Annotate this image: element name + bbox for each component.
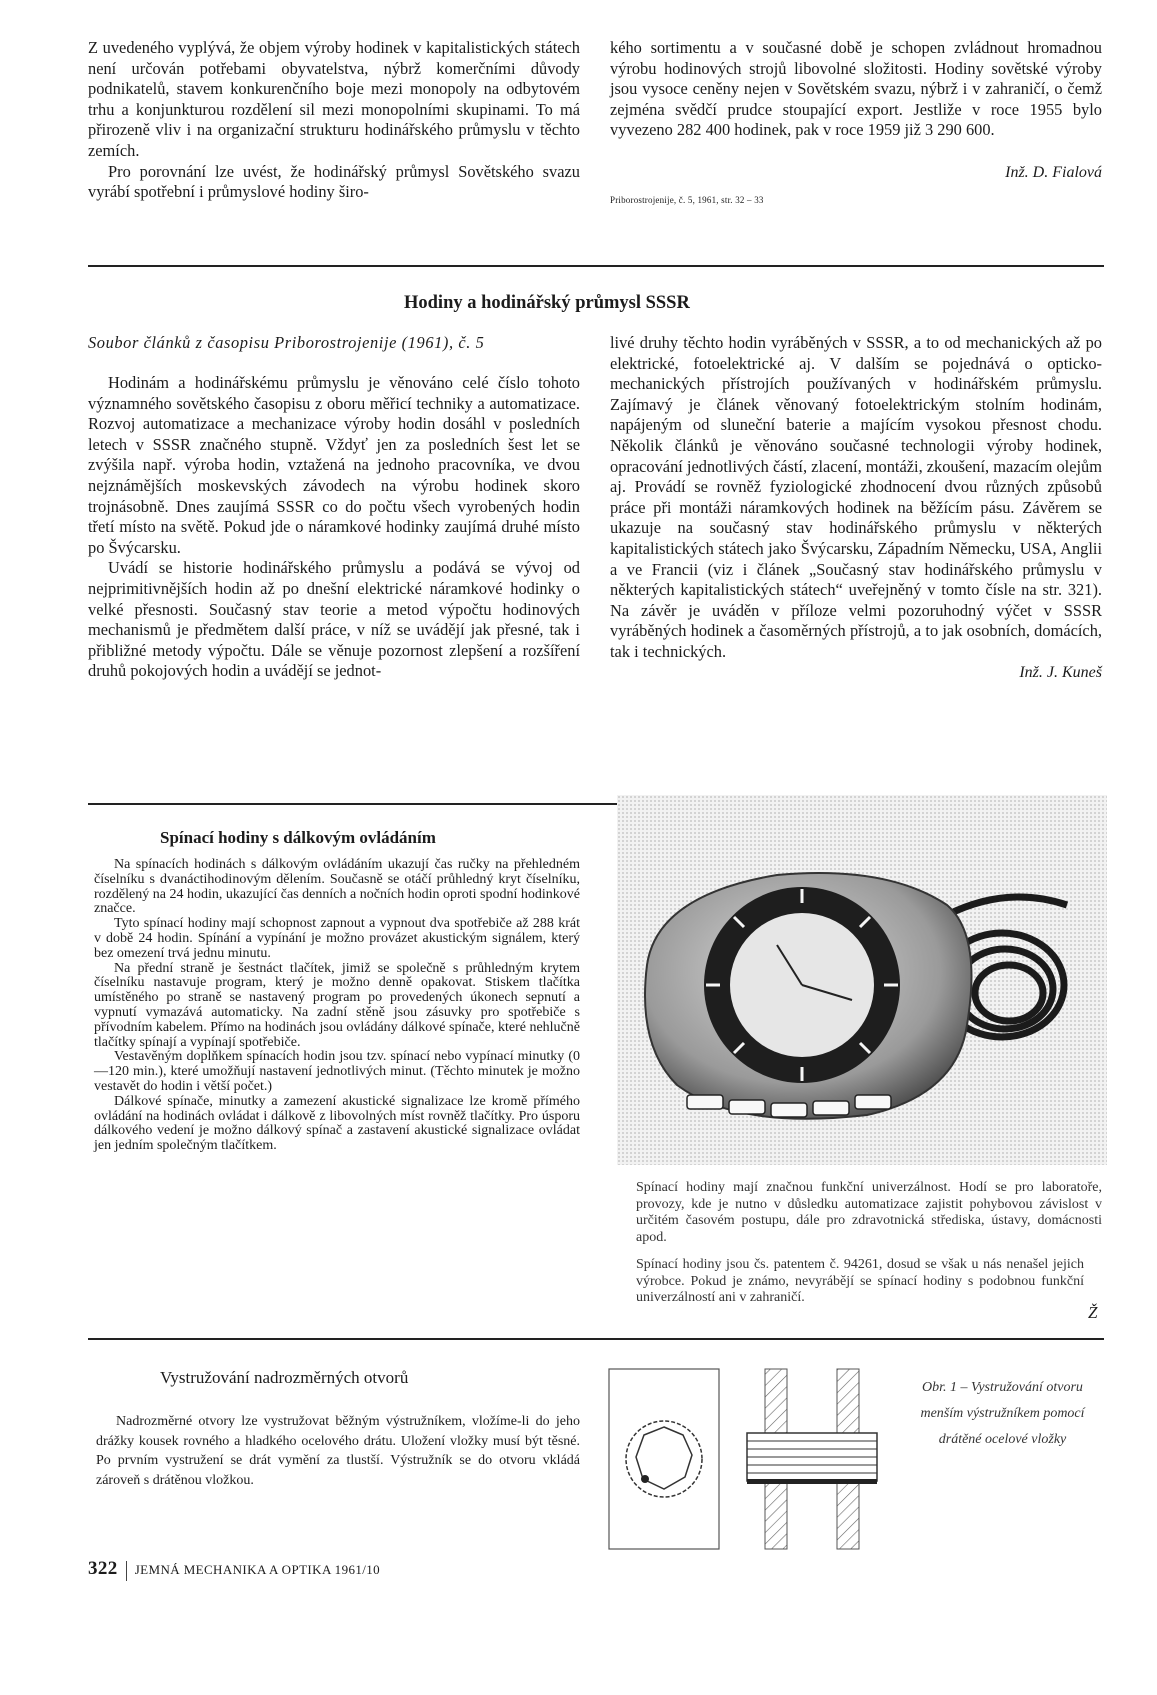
- article1-source: Priborostrojenije, č. 5, 1961, str. 32 – 33: [610, 194, 764, 205]
- article3-caption-2: Spínací hodiny jsou čs. patentem č. 94261, dosud se však u nás nenašel jejich výrobce. Pokud je známo, nevyrábějí se spínací hodiny s podobnou funkční univerzálností ani v zahraničí.: [636, 1257, 1084, 1306]
- article2-title: Hodiny a hodinářský průmysl SSSR: [404, 293, 690, 313]
- divider-1: [88, 265, 1104, 267]
- switching-clock-photo: [617, 795, 1107, 1165]
- footer-divider: [126, 1561, 127, 1581]
- article2-paragraph-1: Hodinám a hodinářskému průmyslu je věnováno celé číslo tohoto významného sovětského časopisu z oboru měřicí techniky a automatizace. Rozvoj automatizace a mechanizace výroby hodin dosáhl v posledních letech v SSSR značného stupně. Vždyť jen za posledních šest let se zvýšila např. výroba hodin, vztažená na jednoho pracovníka, ve dvou nejznámějších moskevských závodech na výrobu hodinek skoro trojnásobně. Dnes zaujímá SSSR co do počtu všech vyrobených hodin třetí místo na světě. Pokud jde o náramkové hodinky zaujímá druhé místo po Švýcarsku.: [88, 373, 580, 557]
- article2-right-text: livé druhy těchto hodin vyráběných v SSSR, a to od mechanických až po elektrické, fotoelektrické aj. V dalším se pojednává o opticko-mechanických přístrojích používaných v hodinářském průmyslu. Zajímavý je článek věnovaný fotoelektrickým stolním hodinám, napájeným od sluneční baterie a majícím vysokou přesnost chodu. Několik článků je věnováno současné technologii výroby hodinek, opracování jednotlivých částí, zlacení, montáži, zkoušení, mazacím olejům aj. Provádí se rovněž fyziologické zhodnocení dvou různých způsobů práce při montáži náramkových hodinek na běžícím pásu. Závěrem se ukazuje na současný stav hodinářského průmyslu v některých kapitalistických státech jako Švýcarsku, Západním Německu, USA, Anglii a ve Francii (viz i článek „Současný stav hodinářského průmyslu v některých kapitalistických státech“ uveřejněný v tomto čísle na str. 321). Na závěr je uváděn v příloze velmi pozoruhodný výčet v SSSR vyráběných hodinek a časoměrných přístrojů, a to jak osobních, domácích, tak i technických.: [610, 333, 1102, 661]
- journal-name: JEMNÁ MECHANIKA A OPTIKA 1961/10: [134, 1562, 381, 1577]
- article3-paragraph-5: Dálkové spínače, minutky a zamezení akustické signalizace lze kromě přímého ovládání na hodinách ovládat i dálkově z libovolných míst rovněž tlačítky. Pro úsporu dálkového vedení je možno dálkový spínač a zastavení akustické signalizace ovládat jen jedním společným tlačítkem.: [94, 1093, 580, 1154]
- page-number: 322: [88, 1558, 118, 1579]
- article2-left-column: [88, 373, 580, 682]
- article3-paragraph-3: Na přední straně je šestnáct tlačítek, jimiž se společně s průhledným krytem číselníku nastavuje program, který je možno denně opakovat. Stiskem tlačítka umístěného po straně se nastavený program po provedených úkonech sepnutí a vypnutí vymazává automaticky. Na zadní stěně jsou zásuvky pro spotřebiče s přívodním kabelem. Přímo na hodinách jsou ovládány dálkové spínače, které nehlučně tlačítky spínají a vypínají spotřebiče.: [94, 960, 580, 1050]
- article3-paragraph-1: Na spínacích hodinách s dálkovým ovládáním ukazují čas ručky na přehledném číselníku s dvanáctihodinovým dělením. Současně se otáčí průhledný kryt číselníku, rozdělený na 24 hodin, ukazující čas denních a nočních hodin oproti spodní hodinkové značce.: [94, 857, 580, 917]
- figure-caption: Obr. 1 – Vystružování otvoru menším výstružníkem pomocí drátěné ocelové vložky: [920, 1380, 1085, 1447]
- article4-text-column: [96, 1412, 580, 1490]
- article2-subtitle: Soubor článků z časopisu Priborostrojenije (1961), č. 5: [88, 333, 485, 352]
- reaming-figure: [597, 1361, 887, 1561]
- article2-paragraph-2: Uvádí se historie hodinářského průmyslu a podává se vývoj od nejprimitivnějších hodin až po dnešní elektrické náramkové hodinky o velké přesnosti. Současný stav teorie a metod výpočtu hodinových mechanismů je předmětem další práce, v níž se uvádějí jak přesné, tak i přibližné metody výpočtu. Dále se věnuje pozornost zlepšení a rozšíření druhů pokojových hodin a uvádějí se jednot-: [88, 558, 580, 681]
- article1-signature: Inž. D. Fialová: [1005, 163, 1102, 181]
- article3-paragraph-4: Vestavěným doplňkem spínacích hodin jsou tzv. spínací nebo vypínací minutky (0—120 min.), které umožňují nastavení jednotlivých minut. (Těchto minutek je možno vestavět do hodin i větší počet.): [94, 1049, 580, 1094]
- divider-3: [88, 1338, 1104, 1340]
- article1-paragraph-2: Pro porovnání lze uvést, že hodinářský průmysl Sovětského svazu vyrábí spotřební i průmyslové hodiny širo-: [88, 161, 580, 202]
- article1-right-column: [610, 38, 1102, 210]
- article3-paragraph-2: Tyto spínací hodiny mají schopnost zapnout a vypnout dva spotřebiče až 288 krát v době 24 hodin. Spínání a vypínání je možno provázet akustickým signálem, který bez omezení trvá jednu minutu.: [94, 916, 580, 961]
- article1-paragraph-1: Z uvedeného vyplývá, že objem výroby hodinek v kapitalistických státech není určován potřebami obyvatelstva, nýbrž komerčními důvody podnikatelů, stavem konkurenčního boje mezi monopoly na odbytovém trhu a konjunkturou rozdělení sil mezi monopolními skupinami. To má přirozeně vliv i na organizační strukturu hodinářského průmyslu v těchto zemích.: [88, 38, 580, 160]
- article1-left-column: [88, 38, 580, 203]
- article4-paragraph: Nadrozměrné otvory lze vystružovat běžným výstružníkem, vložíme-li do jeho drážky kousek rovného a hladkého ocelového drátu. Uložení vložky musí být těsné. Po prvním vystružení se drát vymění za tlustší. Výstružník se do otvoru vkládá zároveň s drátěnou vložkou.: [96, 1414, 580, 1488]
- article3-title: Spínací hodiny s dálkovým ovládáním: [160, 828, 436, 847]
- article2-signature: Inž. J. Kuneš: [1019, 663, 1102, 681]
- article3-signature: Ž: [1088, 1303, 1098, 1322]
- article3-caption-1: Spínací hodiny mají značnou funkční univerzálnost. Hodí se pro laboratoře, provozy, kde je nutno v důsledku automatizace zajistit pohybovou závislost v určitém časovém postupu, dále pro zdravotnická střediska, ústavy, domácnosti apod.: [636, 1180, 1102, 1245]
- article3-text-column: [94, 858, 580, 1154]
- article4-title: Vystružování nadrozměrných otvorů: [160, 1368, 409, 1387]
- page-footer: [88, 1558, 380, 1581]
- article2-right-column: [610, 333, 1102, 683]
- article1-right-text: kého sortimentu a v současné době je schopen zvládnout hromadnou výrobu hodinových strojů libovolné složitosti. Hodiny sovětské výroby jsou vysoce ceněny nejen v Sovětském svazu, nýbrž i v zahraničí, o čemž zejména svědčí prudce stoupající export. Jestliže v roce 1955 bylo vyvezeno 282 400 hodinek, pak v roce 1959 již 3 290 600.: [610, 38, 1102, 140]
